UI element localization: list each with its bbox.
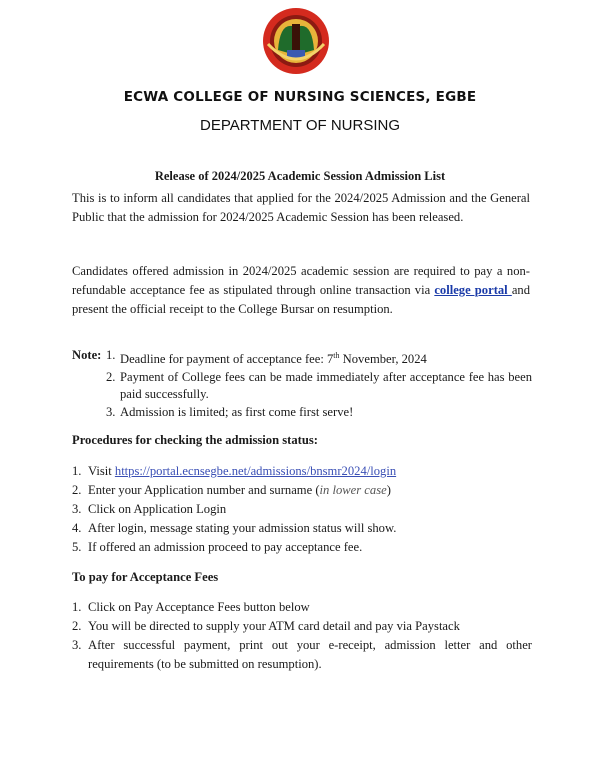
list-item (72, 462, 532, 481)
notice-title: Release of 2024/2025 Academic Session Admission List (154, 169, 446, 183)
list-number: 5. (72, 540, 82, 554)
list-item (72, 519, 532, 538)
list-text: You will be directed to supply your ATM card detail and pay via Paystack (88, 619, 460, 633)
notice-paragraph-2 (72, 262, 530, 319)
notice-paragraph-1: This is to inform all candidates that applied for the 2024/2025 Admission and the General Public that the admission for 2024/2025 Academic Session has been released. (72, 191, 530, 224)
list-text: After successful payment, print out your e-receipt, admission letter and other requirements (to be submitted on resumption). (88, 638, 532, 671)
note-text: Deadline for payment of acceptance fee: 7 (120, 352, 334, 367)
list-text: After login, message stating your admission status will show. (88, 521, 397, 535)
list-item (72, 481, 532, 500)
admission-portal-link[interactable]: https://portal.ecnsegbe.net/admissions/bnsmr2024/login (114, 464, 397, 478)
list-item (72, 538, 532, 557)
procedures-list (72, 462, 532, 557)
list-item (72, 617, 532, 636)
list-number: 3. (72, 638, 82, 652)
department-name: DEPARTMENT OF NURSING (199, 117, 401, 134)
note-text: Payment of College fees can be made immediately after acceptance fee has been paid successfully. (120, 369, 532, 402)
list-number: 2. (72, 483, 82, 497)
note-item (106, 347, 532, 369)
note-number: 1. (106, 348, 116, 362)
list-item (72, 598, 532, 617)
list-number: 1. (72, 600, 82, 614)
note-item (106, 404, 532, 422)
list-text: Click on Pay Acceptance Fees button below (88, 600, 310, 614)
list-text: ) (386, 483, 391, 497)
superscript: th (333, 351, 340, 360)
list-text-italic: in lower case (319, 483, 387, 497)
list-number: 3. (72, 502, 82, 516)
paragraph-text: and present the official receipt to the College Bursar on resumption. (72, 283, 530, 316)
notes-section (72, 347, 532, 421)
note-text: Admission is limited; as first come first serve! (120, 404, 354, 419)
list-text: Visit (88, 464, 115, 478)
list-item (72, 500, 532, 519)
note-number: 2. (106, 369, 116, 384)
payment-heading: To pay for Acceptance Fees (72, 570, 219, 584)
list-text: If offered an admission proceed to pay acceptance fee. (88, 540, 363, 554)
college-portal-link[interactable]: college portal (434, 283, 512, 297)
procedures-heading: Procedures for checking the admission status: (72, 433, 318, 447)
paragraph-text: Candidates offered admission in 2024/2025 academic session are required to pay a non-refundable acceptance fee as stipulated through online transaction via (72, 264, 530, 297)
list-number: 1. (72, 464, 82, 478)
list-text: Enter your Application number and surname ( (88, 483, 320, 497)
list-text: Click on Application Login (88, 502, 227, 516)
list-item (72, 636, 532, 674)
note-number: 3. (106, 404, 116, 419)
note-text: November, 2024 (339, 352, 427, 367)
note-label: Note: (72, 348, 102, 362)
payment-list (72, 598, 532, 674)
list-number: 2. (72, 619, 82, 633)
institution-name: ECWA COLLEGE OF NURSING SCIENCES, EGBE (123, 89, 477, 105)
note-item (106, 369, 532, 404)
list-number: 4. (72, 521, 82, 535)
college-crest-logo (262, 6, 330, 76)
